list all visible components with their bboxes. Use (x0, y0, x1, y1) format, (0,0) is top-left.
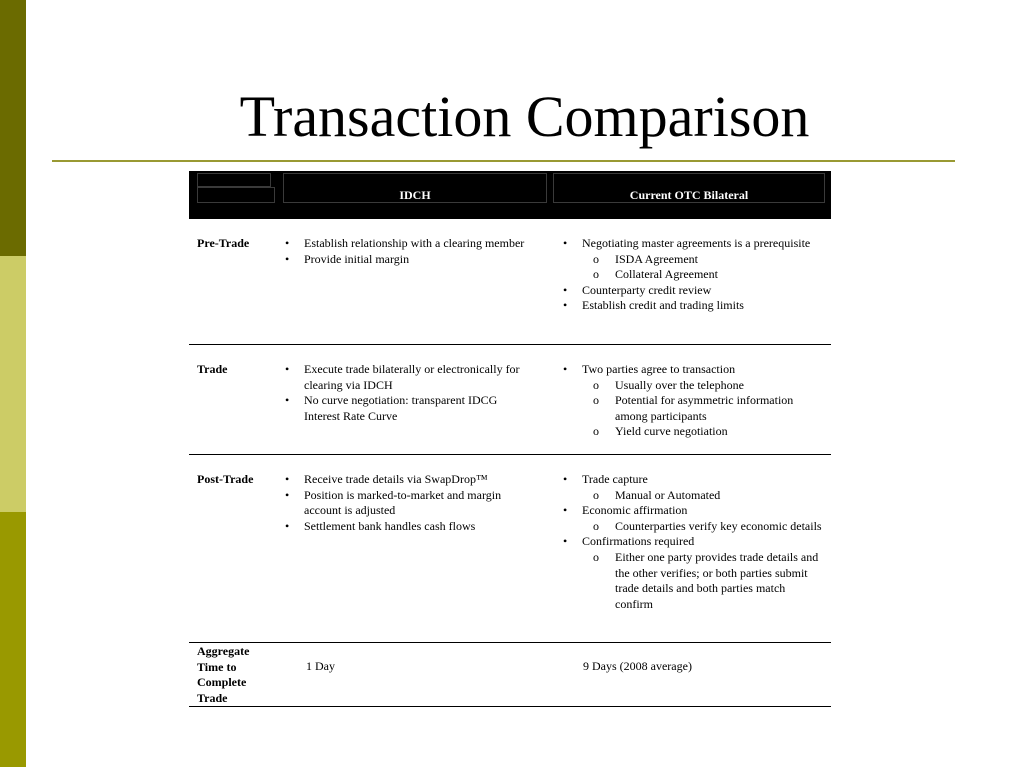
list-item: • Counterparty credit review (563, 283, 825, 299)
list-item: • Negotiating master agreements is a prerequisite (563, 236, 825, 252)
sub-list-item: o Counterparties verify key economic details (563, 519, 825, 535)
sidebar-band-dark (0, 0, 26, 256)
table-row (189, 643, 831, 707)
list-item: • Trade capture (563, 472, 825, 488)
list-item: • Two parties agree to transaction (563, 362, 825, 378)
sub-list-item: o Either one party provides trade details and the other verifies; or both parties submit trade details and both parties match confirm (563, 550, 825, 612)
sub-list-item: o ISDA Agreement (563, 252, 825, 268)
otc-list (563, 362, 825, 440)
row-label: Post-Trade (197, 472, 254, 486)
sub-list-item: o Yield curve negotiation (563, 424, 825, 440)
table-row (189, 455, 831, 643)
sub-list-item: o Usually over the telephone (563, 378, 825, 394)
header-idch: IDCH (399, 188, 431, 202)
list-item: • Execute trade bilaterally or electronically for clearing via IDCH (285, 362, 535, 393)
list-item: • Settlement bank handles cash flows (285, 519, 535, 535)
idch-total-time: 1 Day (306, 659, 335, 673)
sidebar-band-mid (0, 512, 26, 767)
table-row (189, 219, 831, 345)
table-row (189, 345, 831, 455)
list-item: • No curve negotiation: transparent IDCG Interest Rate Curve (285, 393, 535, 424)
list-item: • Establish credit and trading limits (563, 298, 825, 314)
list-item: • Position is marked-to-market and margin account is adjusted (285, 488, 535, 519)
list-item: • Receive trade details via SwapDrop™ (285, 472, 535, 488)
list-item: • Economic affirmation (563, 503, 825, 519)
slide-title: Transaction Comparison (239, 84, 810, 149)
header-otc-bilateral: Current OTC Bilateral (629, 188, 749, 202)
idch-list (285, 362, 535, 424)
sub-list-item: o Manual or Automated (563, 488, 825, 504)
row-label: Pre-Trade (197, 236, 250, 250)
sidebar-band-light (0, 256, 26, 512)
list-item: • Provide initial margin (285, 252, 535, 268)
row-label: Aggregate Time to Complete Trade (197, 644, 250, 705)
row-divider (189, 706, 831, 707)
idch-list (285, 236, 535, 267)
list-item: • Establish relationship with a clearing member (285, 236, 535, 252)
otc-list (563, 236, 825, 314)
list-item: • Confirmations required (563, 534, 825, 550)
idch-list (285, 472, 535, 534)
comparison-table (189, 171, 831, 707)
table-header (189, 171, 831, 219)
title-divider (52, 160, 955, 162)
otc-total-time: 9 Days (2008 average) (583, 659, 692, 673)
sub-list-item: o Collateral Agreement (563, 267, 825, 283)
sub-list-item: o Potential for asymmetric information among participants (563, 393, 825, 424)
row-label: Trade (197, 362, 228, 376)
otc-list (563, 472, 825, 612)
